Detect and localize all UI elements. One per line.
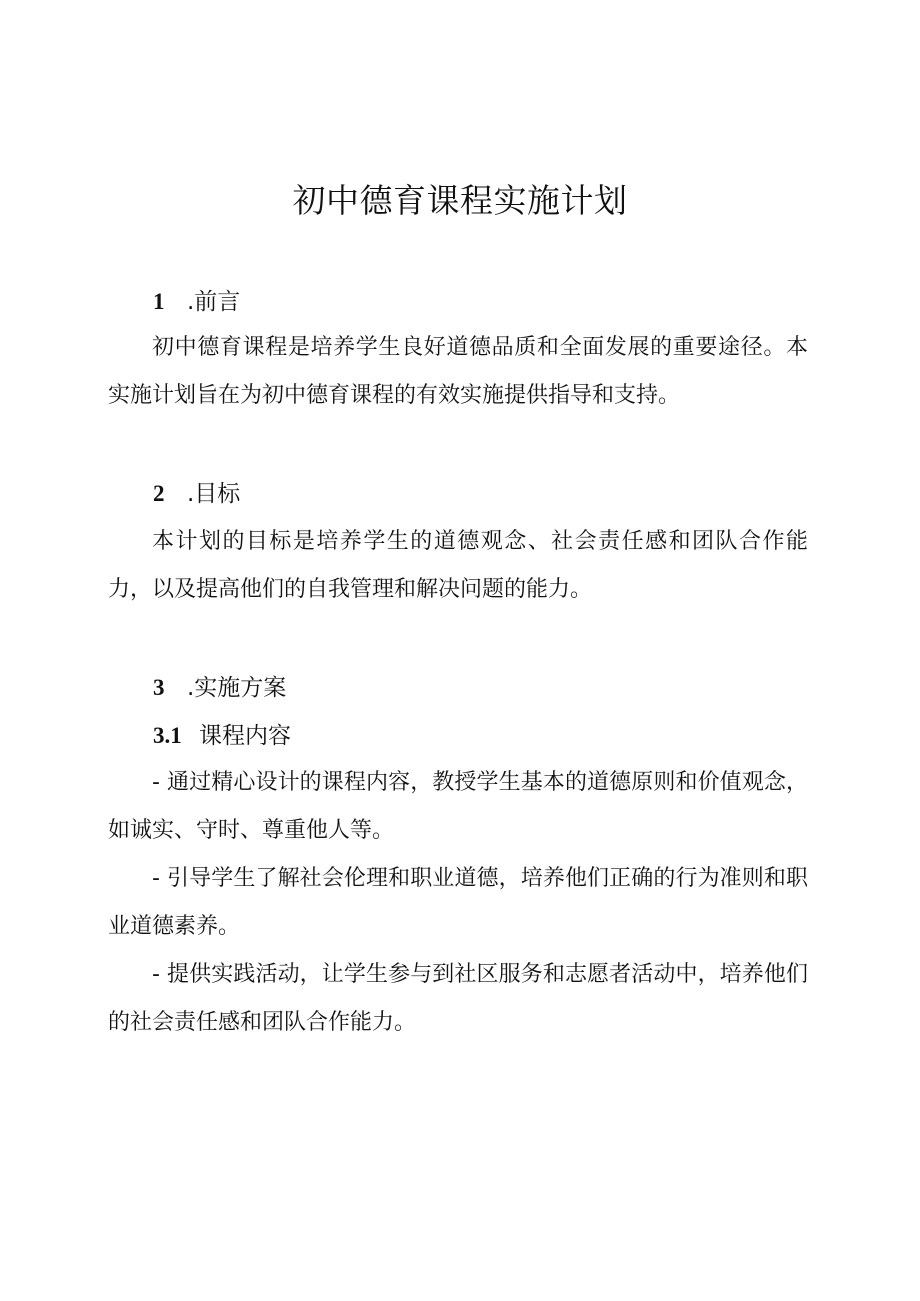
section-number: 2 xyxy=(153,481,165,506)
section-heading-plan xyxy=(153,671,286,705)
section-number: 3 xyxy=(153,675,165,700)
section-heading-goals xyxy=(153,477,240,511)
section-title: .实施方案 xyxy=(187,675,287,701)
section-number: 1 xyxy=(153,289,165,314)
section-title: .前言 xyxy=(187,289,241,315)
list-item: - 通过精心设计的课程内容，教授学生基本的道德原则和价值观念，如诚实、守时、尊重他人等。 xyxy=(108,770,808,843)
list-item: - 提供实践活动，让学生参与到社区服务和志愿者活动中，培养他们的社会责任感和团队合作能力。 xyxy=(108,962,808,1035)
section-heading-preface xyxy=(153,285,240,319)
subsection-number: 3.1 xyxy=(153,723,182,748)
subsection-heading-course-content xyxy=(153,719,291,753)
document-title: 初中德育课程实施计划 xyxy=(292,181,628,220)
subsection-title: 课程内容 xyxy=(199,723,291,749)
section-title: .目标 xyxy=(187,481,241,507)
paragraph-goals: 本计划的目标是培养学生的道德观念、社会责任感和团队合作能力，以及提高他们的自我管理和解决问题的能力。 xyxy=(108,529,808,602)
paragraph-preface: 初中德育课程是培养学生良好道德品质和全面发展的重要途径。本实施计划旨在为初中德育课程的有效实施提供指导和支持。 xyxy=(108,335,808,408)
list-item: - 引导学生了解社会伦理和职业道德，培养他们正确的行为准则和职业道德素养。 xyxy=(108,866,808,939)
